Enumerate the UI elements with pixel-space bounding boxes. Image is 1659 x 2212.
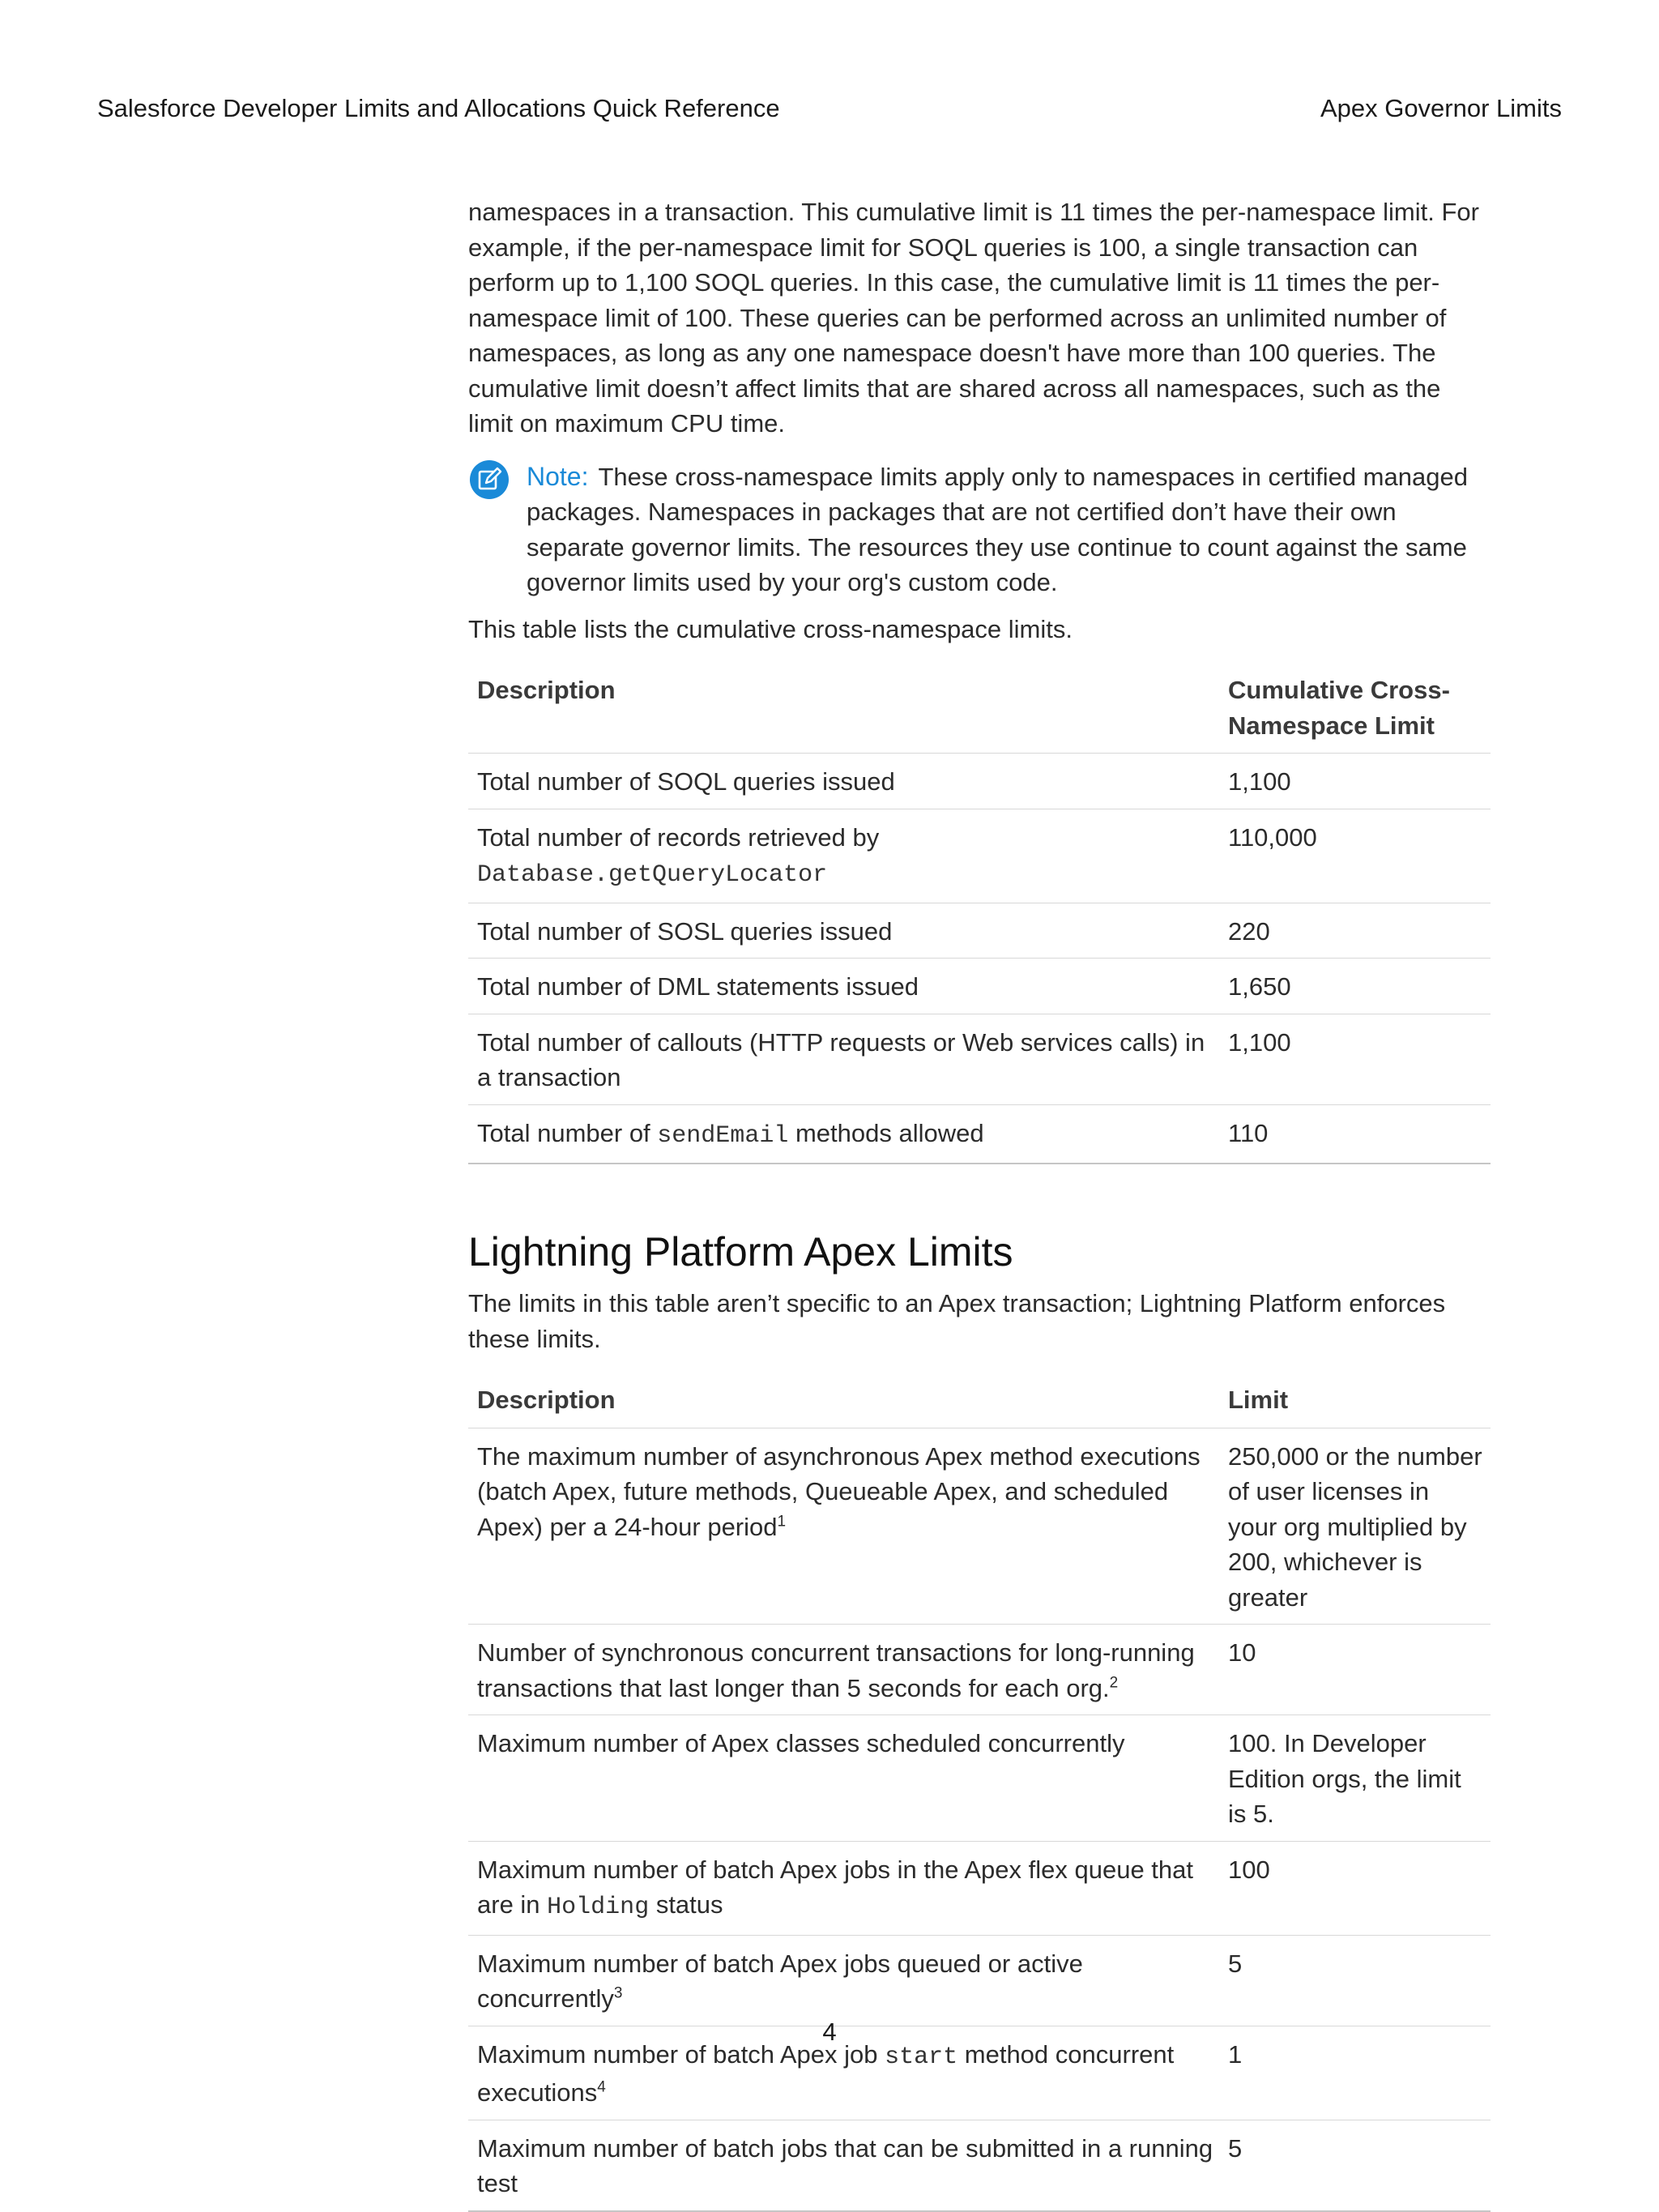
limit-column-header: Limit (1226, 1382, 1491, 1428)
description-text: Total number of callouts (HTTP requests or Web services calls) in a transaction (477, 1027, 1205, 1091)
description-text: Total number of SOSL queries issued (477, 916, 893, 946)
table-body (468, 1428, 1491, 2211)
limit-description (468, 754, 1226, 809)
limit-description (468, 1625, 1226, 1715)
limit-description (468, 1841, 1226, 1935)
limit-value: 1,650 (1226, 959, 1491, 1014)
description-text: methods allowed (788, 1118, 984, 1147)
description-text: Maximum number of Apex classes scheduled concurrently (477, 1729, 1125, 1757)
limit-value: 100. In Developer Edition orgs, the limit is 5. (1226, 1715, 1491, 1842)
note-edit-icon (469, 459, 510, 500)
limit-value: 220 (1226, 903, 1491, 959)
description-column-header: Description (468, 1382, 1226, 1428)
description-text: Maximum number of batch Apex jobs queued or active concurrently (477, 1949, 1083, 2013)
description-text: Maximum number of batch Apex jobs in the Apex flex queue that are in (477, 1855, 1194, 1919)
page-content (468, 194, 1491, 2212)
limit-description (468, 1935, 1226, 2026)
page-header (97, 94, 1562, 130)
note-callout (468, 459, 1491, 600)
description-text: status (649, 1890, 723, 1919)
description-text: Maximum number of batch Apex job (477, 2039, 885, 2069)
code-identifier: Database.getQueryLocator (477, 861, 828, 889)
limit-value: 1,100 (1226, 1014, 1491, 1104)
intro-paragraph: namespaces in a transaction. This cumulative limit is 11 times the per-namespace limit. For example, if the per-namespace limit for SOQL queries is 100, a single transaction can perform up to 1,100 SOQL queries. In this case, the cumulative limit is 11 times the per-namespace limit of 100. These queries can be performed across an unlimited number of namespaces, as long as any one namespace doesn't have more than 100 queries. The cumulative limit doesn’t affect limits that are shared across all namespaces, such as the limit on maximum CPU time. (468, 198, 1479, 438)
table-row (468, 754, 1491, 809)
limit-description (468, 1715, 1226, 1842)
limit-value: 1,100 (1226, 754, 1491, 809)
note-text: These cross-namespace limits apply only to namespaces in certified managed packages. Namespaces in packages that are not certified don’t have their own separate governor limits. The resources they use continue to count against the same governor limits used by your org's custom code. (527, 462, 1468, 596)
limit-value: 100 (1226, 1841, 1491, 1935)
table-row (468, 1104, 1491, 1164)
limit-value: 250,000 or the number of user licenses in your org multiplied by 200, whichever is greater (1226, 1428, 1491, 1625)
limit-description (468, 1014, 1226, 1104)
table-intro: This table lists the cumulative cross-namespace limits. (468, 614, 1073, 643)
footnote-marker: 2 (1109, 1674, 1119, 1692)
description-text: Total number of records retrieved by (477, 822, 880, 852)
limit-value: 1 (1226, 2026, 1491, 2120)
table-row (468, 1841, 1491, 1935)
description-text: Total number of (477, 1118, 658, 1147)
document-title: Salesforce Developer Limits and Allocations Quick Reference (97, 94, 780, 122)
footnote-marker: 3 (613, 1984, 623, 2002)
code-identifier: sendEmail (657, 1121, 789, 1150)
table-row (468, 1428, 1491, 1625)
description-text: Maximum number of batch jobs that can be submitted in a running test (477, 2133, 1213, 2197)
table-header-row (468, 1382, 1491, 1428)
limit-value: 110 (1226, 1104, 1491, 1164)
footnote-marker: 4 (597, 2078, 606, 2096)
description-text: Total number of DML statements issued (477, 972, 919, 1001)
description-text: method concurrent executions (477, 2039, 1175, 2107)
limit-description (468, 809, 1226, 903)
code-identifier: start (885, 2043, 958, 2071)
table-body (468, 754, 1491, 1164)
description-column-header: Description (468, 673, 1226, 754)
code-identifier: Holding (547, 1894, 650, 1921)
table-row (468, 809, 1491, 903)
table-row (468, 903, 1491, 959)
description-text: The maximum number of asynchronous Apex method executions (batch Apex, future methods, Queueable Apex, and scheduled Apex) per a 24-hour period (477, 1441, 1201, 1541)
description-text: Total number of SOQL queries issued (477, 767, 895, 796)
limit-description (468, 903, 1226, 959)
table-row (468, 1935, 1491, 2026)
section-intro: The limits in this table aren’t specific to an Apex transaction; Lightning Platform enforces these limits. (468, 1289, 1446, 1353)
limit-description (468, 1104, 1226, 1164)
limit-value: 10 (1226, 1625, 1491, 1715)
section-heading: Lightning Platform Apex Limits (468, 1229, 1013, 1275)
table-row (468, 1715, 1491, 1842)
limit-value: 110,000 (1226, 809, 1491, 903)
table-header-row (468, 673, 1491, 754)
footnote-marker: 1 (777, 1513, 787, 1531)
table-row (468, 959, 1491, 1014)
description-text: Number of synchronous concurrent transactions for long-running transactions that last longer than 5 seconds for each org. (477, 1638, 1195, 1702)
note-body (527, 459, 1491, 600)
table-row (468, 1625, 1491, 1715)
table-row (468, 1014, 1491, 1104)
limit-description (468, 2120, 1226, 2211)
note-label: Note: (527, 461, 589, 491)
chapter-title: Apex Governor Limits (1320, 94, 1562, 122)
cross-namespace-limits-table (468, 673, 1491, 1164)
limit-description (468, 959, 1226, 1014)
limit-value: 5 (1226, 2120, 1491, 2211)
table-row (468, 2120, 1491, 2211)
limit-value: 5 (1226, 1935, 1491, 2026)
platform-apex-limits-table (468, 1382, 1491, 2212)
limit-column-header: Cumulative Cross-Namespace Limit (1226, 673, 1491, 754)
limit-description (468, 1428, 1226, 1625)
page-number: 4 (822, 2018, 837, 2046)
